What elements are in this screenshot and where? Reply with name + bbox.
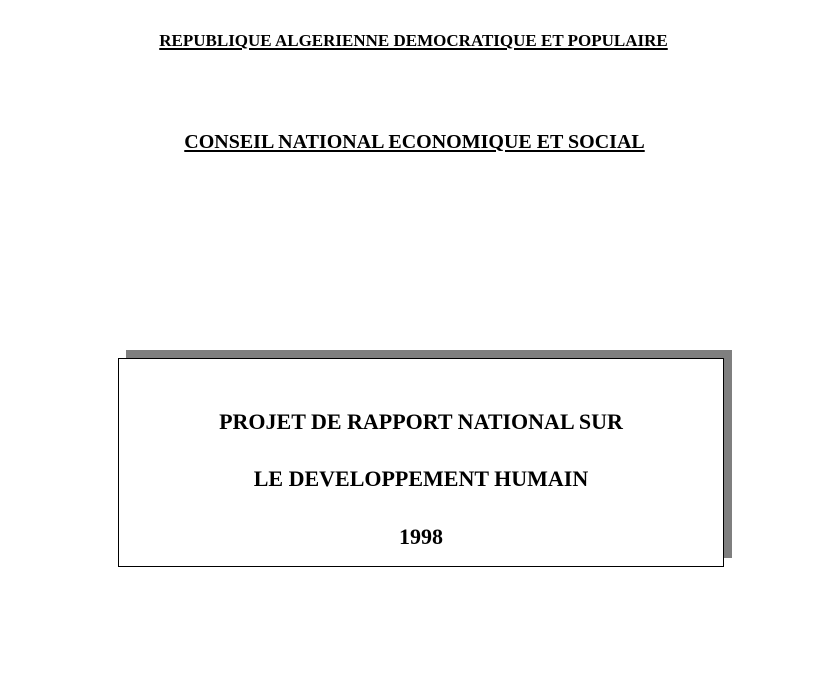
report-title-line-2: LE DEVELOPPEMENT HUMAIN — [253, 466, 589, 491]
report-year: 1998 — [399, 524, 443, 549]
report-title-line-1: PROJET DE RAPPORT NATIONAL SUR — [219, 409, 623, 434]
title-box — [118, 358, 724, 567]
council-heading: CONSEIL NATIONAL ECONOMIQUE ET SOCIAL — [184, 131, 645, 153]
republic-heading: REPUBLIQUE ALGERIENNE DEMOCRATIQUE ET POPULAIRE — [159, 31, 668, 50]
